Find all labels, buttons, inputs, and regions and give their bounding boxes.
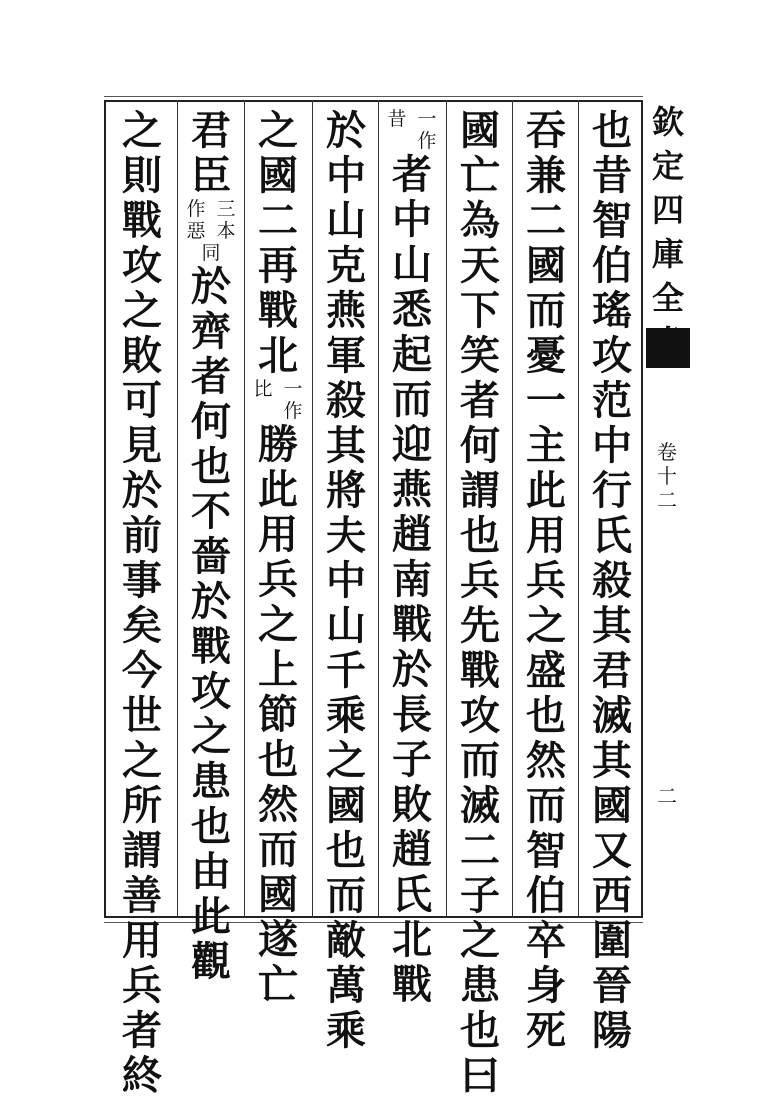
glyph: 敗	[392, 781, 432, 828]
glyph: 二	[460, 827, 500, 874]
glyph: 之	[191, 713, 231, 760]
glyph: 亡	[460, 152, 500, 199]
glyph: 乘	[326, 1007, 366, 1054]
glyph: 憂	[526, 332, 566, 379]
glyph: 此	[526, 467, 566, 514]
glyph: 天	[460, 242, 500, 289]
glyph: 然	[258, 781, 298, 828]
column-6-head	[248, 108, 308, 378]
glyph: 萬	[326, 962, 366, 1009]
glyph: 先	[460, 602, 500, 649]
glyph: 其	[326, 422, 366, 469]
glyph: 惡	[186, 220, 206, 242]
glyph: 比	[253, 378, 273, 400]
glyph: 氏	[592, 512, 632, 559]
glyph: 趙	[392, 826, 432, 873]
column-7-tail	[181, 264, 241, 984]
glyph: 敗	[122, 332, 162, 379]
fish-tail-mark	[646, 328, 690, 368]
glyph: 亡	[258, 961, 298, 1008]
glyph: 也	[460, 512, 500, 559]
glyph: 攻	[122, 242, 162, 289]
glyph: 全	[651, 279, 684, 317]
glyph: 國	[326, 782, 366, 829]
glyph: 千	[326, 647, 366, 694]
glyph: 氏	[392, 871, 432, 918]
glyph: 節	[258, 691, 298, 738]
glyph: 伯	[592, 242, 632, 289]
glyph: 卒	[526, 917, 566, 964]
glyph: 而	[526, 287, 566, 334]
glyph: 謂	[460, 467, 500, 514]
glyph: 悉	[392, 286, 432, 333]
glyph: 之	[326, 737, 366, 784]
glyph: 今	[122, 647, 162, 694]
glyph: 勝	[258, 421, 298, 468]
glyph: 於	[191, 263, 231, 310]
glyph: 國	[258, 871, 298, 918]
glyph: 一	[526, 377, 566, 424]
glyph: 子	[392, 736, 432, 783]
glyph: 瑤	[592, 287, 632, 334]
text-column-7	[181, 107, 241, 985]
glyph: 死	[526, 1007, 566, 1054]
glyph: 戰	[460, 647, 500, 694]
glyph: 兵	[460, 557, 500, 604]
glyph: 再	[258, 242, 298, 289]
column-7-head	[181, 108, 241, 198]
glyph: 於	[326, 107, 366, 154]
glyph: 者	[460, 377, 500, 424]
glyph: 用	[526, 512, 566, 559]
glyph: 用	[122, 917, 162, 964]
glyph: 善	[122, 872, 162, 919]
glyph: 君	[592, 647, 632, 694]
glyph: 而	[526, 782, 566, 829]
glyph: 定	[651, 147, 684, 185]
glyph: 也	[326, 827, 366, 874]
glyph: 上	[258, 646, 298, 693]
glyph: 主	[526, 422, 566, 469]
glyph: 范	[592, 377, 632, 424]
volume-label	[652, 440, 682, 512]
collection-title	[648, 100, 688, 364]
glyph: 將	[326, 467, 366, 514]
glyph: 軍	[326, 332, 366, 379]
glyph: 克	[326, 242, 366, 289]
glyph: 兵	[526, 557, 566, 604]
glyph: 昔	[592, 152, 632, 199]
glyph: 戰	[191, 623, 231, 670]
text-column-2	[516, 107, 576, 1054]
glyph: 智	[526, 827, 566, 874]
glyph: 戰	[258, 287, 298, 334]
glyph: 其	[592, 602, 632, 649]
glyph: 攻	[191, 668, 231, 715]
glyph: 則	[122, 152, 162, 199]
glyph: 此	[258, 466, 298, 513]
inline-note	[181, 198, 241, 242]
inline-note	[248, 378, 308, 422]
glyph: 於	[191, 578, 231, 625]
glyph: 國	[526, 242, 566, 289]
glyph: 迎	[392, 421, 432, 468]
glyph: 吞	[526, 107, 566, 154]
text-column-8	[112, 107, 172, 1099]
page-number: 二	[657, 784, 677, 808]
glyph: 者	[122, 1007, 162, 1054]
glyph: 中	[326, 152, 366, 199]
column-rule	[244, 100, 245, 918]
glyph: 兵	[258, 556, 298, 603]
glyph: 戰	[392, 601, 432, 648]
glyph: 齊	[191, 308, 231, 355]
glyph: 作	[283, 400, 303, 422]
glyph: 四	[651, 191, 684, 229]
glyph: 殺	[326, 377, 366, 424]
glyph: 兵	[122, 962, 162, 1009]
glyph: 用	[258, 511, 298, 558]
glyph: 也	[526, 692, 566, 739]
column-rule	[378, 100, 379, 918]
glyph: 然	[526, 737, 566, 784]
text-column-6	[248, 107, 308, 1008]
glyph: 者	[191, 353, 231, 400]
glyph: 嗇	[191, 533, 231, 580]
glyph: 前	[122, 512, 162, 559]
text-column-4	[382, 108, 442, 1008]
glyph: 攻	[592, 332, 632, 379]
glyph: 其	[592, 737, 632, 784]
glyph: 西	[592, 872, 632, 919]
column-4-main	[382, 152, 442, 1007]
glyph: 同	[201, 242, 221, 264]
glyph: 攻	[460, 692, 500, 739]
glyph: 遂	[258, 916, 298, 963]
glyph: 而	[258, 826, 298, 873]
glyph: 之	[122, 287, 162, 334]
glyph: 欽	[651, 103, 684, 141]
glyph: 患	[191, 758, 231, 805]
glyph: 起	[392, 331, 432, 378]
glyph: 山	[392, 241, 432, 288]
glyph: 而	[460, 737, 500, 784]
glyph: 敵	[326, 917, 366, 964]
glyph: 陽	[592, 1007, 632, 1054]
glyph: 之	[460, 917, 500, 964]
glyph: 之	[258, 107, 298, 154]
glyph: 山	[326, 197, 366, 244]
glyph: 盛	[526, 647, 566, 694]
glyph: 也	[191, 443, 231, 490]
glyph: 智	[592, 197, 632, 244]
glyph: 子	[460, 872, 500, 919]
glyph: 曰	[460, 1052, 500, 1099]
glyph: 北	[392, 916, 432, 963]
column-rule	[512, 100, 513, 918]
glyph: 國	[258, 152, 298, 199]
glyph: 不	[191, 488, 231, 535]
glyph: 晉	[592, 962, 632, 1009]
glyph: 而	[392, 376, 432, 423]
glyph: 也	[592, 107, 632, 154]
glyph: 君	[191, 107, 231, 154]
glyph: 由	[191, 848, 231, 895]
glyph: 行	[592, 467, 632, 514]
text-column-5	[316, 107, 376, 1054]
glyph: 二	[258, 197, 298, 244]
column-6-tail	[248, 422, 308, 1007]
glyph: 二	[657, 488, 677, 512]
glyph: 之	[258, 601, 298, 648]
glyph: 患	[460, 962, 500, 1009]
glyph: 何	[191, 398, 231, 445]
glyph: 北	[258, 332, 298, 379]
glyph: 作	[417, 130, 437, 152]
column-rule	[312, 100, 313, 918]
glyph: 卷	[657, 440, 677, 464]
glyph: 而	[326, 872, 366, 919]
glyph: 中	[326, 557, 366, 604]
glyph: 之	[122, 107, 162, 154]
glyph: 何	[460, 422, 500, 469]
glyph: 觀	[191, 938, 231, 985]
glyph: 趙	[392, 511, 432, 558]
glyph: 南	[392, 556, 432, 603]
glyph: 昔	[387, 108, 407, 130]
glyph: 滅	[460, 782, 500, 829]
glyph: 終	[122, 1052, 162, 1099]
glyph: 事	[122, 557, 162, 604]
glyph: 一	[283, 378, 303, 400]
glyph: 者	[392, 151, 432, 198]
glyph: 夫	[326, 512, 366, 559]
column-rule	[578, 100, 579, 918]
glyph: 中	[392, 196, 432, 243]
glyph: 可	[122, 377, 162, 424]
glyph: 作	[186, 198, 206, 220]
glyph: 為	[460, 197, 500, 244]
text-column-1	[582, 107, 642, 1054]
frame-top-line	[104, 96, 643, 97]
glyph: 也	[460, 1007, 500, 1054]
glyph: 乘	[326, 692, 366, 739]
glyph: 之	[122, 737, 162, 784]
glyph: 所	[122, 782, 162, 829]
glyph: 本	[216, 220, 236, 242]
glyph: 下	[460, 287, 500, 334]
glyph: 國	[592, 782, 632, 829]
glyph: 笑	[460, 332, 500, 379]
inline-note	[382, 108, 442, 152]
glyph: 之	[526, 602, 566, 649]
glyph: 也	[191, 803, 231, 850]
glyph: 戰	[122, 197, 162, 244]
glyph: 三	[216, 198, 236, 220]
glyph: 於	[122, 467, 162, 514]
text-column-3	[450, 107, 510, 1099]
glyph: 矣	[122, 602, 162, 649]
glyph: 燕	[392, 466, 432, 513]
glyph: 伯	[526, 872, 566, 919]
glyph: 山	[326, 602, 366, 649]
glyph: 庫	[651, 235, 684, 273]
glyph: 圍	[592, 917, 632, 964]
glyph: 身	[526, 962, 566, 1009]
glyph: 殺	[592, 557, 632, 604]
glyph: 一	[417, 108, 437, 130]
glyph: 中	[592, 422, 632, 469]
glyph: 兼	[526, 152, 566, 199]
glyph: 長	[392, 691, 432, 738]
glyph: 十	[657, 464, 677, 488]
glyph: 燕	[326, 287, 366, 334]
glyph: 國	[460, 107, 500, 154]
glyph: 世	[122, 692, 162, 739]
column-rule	[446, 100, 447, 918]
column-rule	[177, 100, 178, 918]
glyph: 謂	[122, 827, 162, 874]
glyph: 見	[122, 422, 162, 469]
glyph: 二	[526, 197, 566, 244]
glyph: 臣	[191, 152, 231, 199]
glyph: 戰	[392, 961, 432, 1008]
glyph: 又	[592, 827, 632, 874]
glyph: 也	[258, 736, 298, 783]
glyph: 滅	[592, 692, 632, 739]
inline-note	[181, 242, 241, 264]
glyph: 於	[392, 646, 432, 693]
glyph: 此	[191, 893, 231, 940]
